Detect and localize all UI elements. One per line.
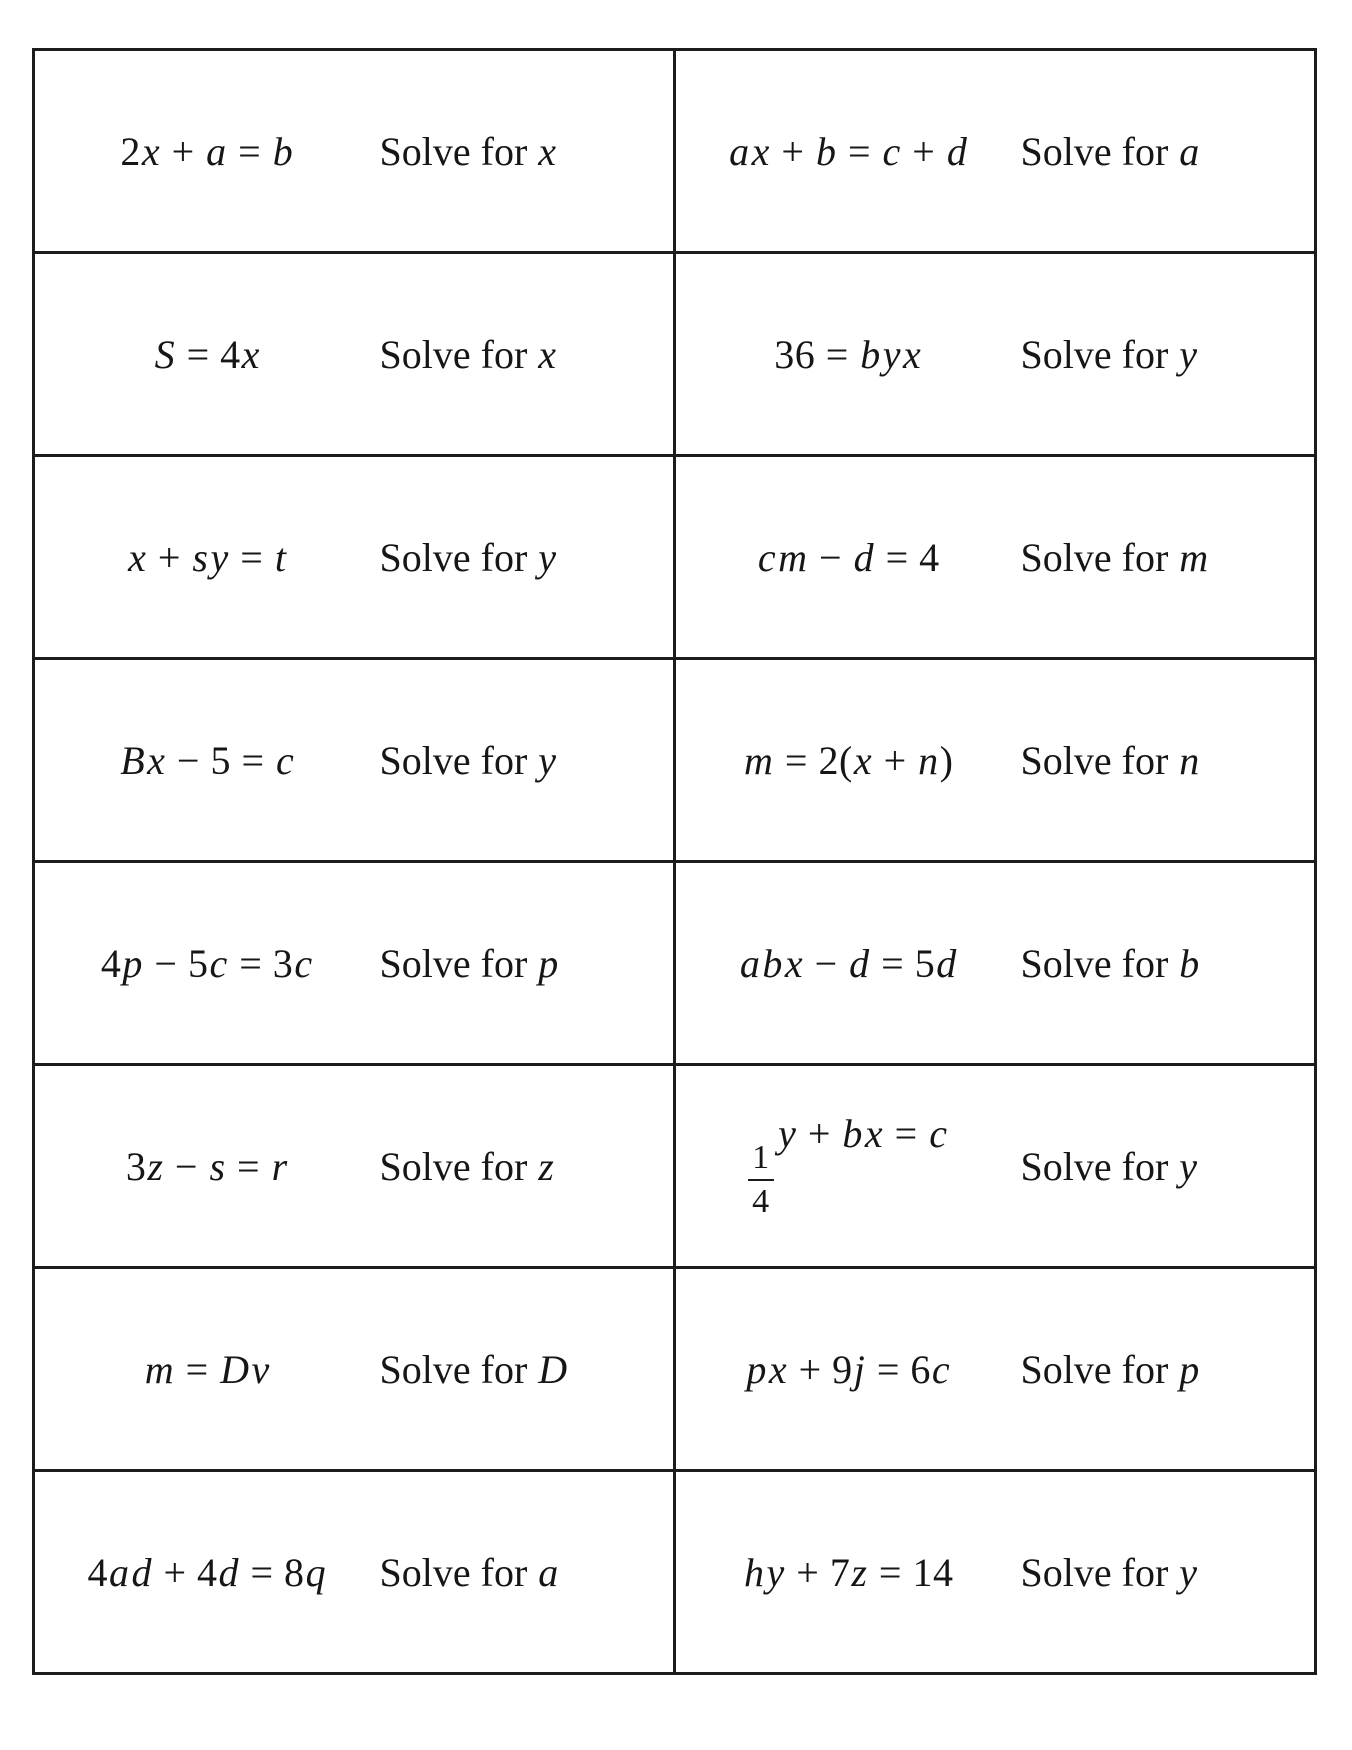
solve-instruction xyxy=(1021,534,1314,581)
solve-target-variable: y xyxy=(538,534,557,580)
equation-text: px + 9j = 6c xyxy=(746,1346,951,1392)
solve-target-variable: b xyxy=(1179,940,1200,986)
solve-target-variable: y xyxy=(1179,331,1198,377)
solve-target-variable: y xyxy=(1179,1549,1198,1595)
cell-content xyxy=(676,1066,1314,1266)
equation-cell xyxy=(675,862,1316,1065)
solve-instruction xyxy=(380,737,673,784)
equation-cell xyxy=(34,253,675,456)
equation-text: x + sy = t xyxy=(128,534,287,580)
solve-instruction xyxy=(380,1549,673,1596)
table-row xyxy=(34,253,1316,456)
solve-target-variable: m xyxy=(1179,534,1209,580)
solve-label: Solve for xyxy=(1020,1549,1169,1595)
cell-content xyxy=(35,1066,673,1266)
equation-text: Bx − 5 = c xyxy=(120,737,295,783)
cell-content xyxy=(676,863,1314,1063)
equation-text: m = Dv xyxy=(144,1346,270,1392)
cell-content xyxy=(676,254,1314,454)
solve-target-variable: a xyxy=(1179,128,1200,174)
solve-instruction xyxy=(1021,940,1314,987)
solve-instruction xyxy=(380,1143,673,1190)
equation-text: hy + 7z = 14 xyxy=(744,1549,954,1595)
solve-target-variable: x xyxy=(538,128,557,174)
equation-text: 4ad + 4d = 8q xyxy=(87,1549,327,1595)
solve-instruction xyxy=(1021,128,1314,175)
equation-cell xyxy=(675,50,1316,253)
solve-label: Solve for xyxy=(1020,737,1169,783)
solve-target-variable: x xyxy=(538,331,557,377)
equation-cell xyxy=(34,1268,675,1471)
equation-cell xyxy=(34,456,675,659)
fraction xyxy=(748,1138,774,1222)
table-row xyxy=(34,1268,1316,1471)
solve-label: Solve for xyxy=(379,331,528,377)
cell-content xyxy=(35,863,673,1063)
solve-label: Solve for xyxy=(1020,534,1169,580)
table-row xyxy=(34,1471,1316,1674)
cell-content xyxy=(676,660,1314,860)
cell-content xyxy=(676,1472,1314,1672)
cell-content xyxy=(35,457,673,657)
solve-label: Solve for xyxy=(379,534,528,580)
fraction-denominator: 4 xyxy=(752,1182,770,1220)
solve-label: Solve for xyxy=(1020,331,1169,377)
solve-instruction xyxy=(1021,737,1314,784)
equation-cell xyxy=(34,1065,675,1268)
solve-target-variable: a xyxy=(538,1549,559,1595)
fraction-numerator: 1 xyxy=(748,1138,774,1181)
solve-instruction xyxy=(380,1346,673,1393)
solve-label: Solve for xyxy=(1020,1346,1169,1392)
solve-label: Solve for xyxy=(1020,1143,1169,1189)
equation-cell xyxy=(675,1268,1316,1471)
equation-text: cm − d = 4 xyxy=(757,534,940,580)
equation-text: 4p − 5c = 3c xyxy=(100,940,313,986)
equation-cell xyxy=(675,1471,1316,1674)
solve-instruction xyxy=(1021,1549,1314,1596)
equation-cell xyxy=(675,456,1316,659)
table-row xyxy=(34,659,1316,862)
equation-text: 36 = byx xyxy=(774,331,922,377)
cell-content xyxy=(676,51,1314,251)
solve-instruction xyxy=(1021,331,1314,378)
solve-instruction xyxy=(1021,1346,1314,1393)
table-row xyxy=(34,50,1316,253)
cell-content xyxy=(35,51,673,251)
equation-cell xyxy=(34,659,675,862)
equation-cell xyxy=(34,1471,675,1674)
cell-content xyxy=(676,457,1314,657)
solve-target-variable: p xyxy=(1179,1346,1200,1392)
solve-instruction xyxy=(380,128,673,175)
solve-instruction xyxy=(1021,1143,1314,1190)
solve-label: Solve for xyxy=(379,1143,528,1189)
solve-label: Solve for xyxy=(379,1346,528,1392)
solve-target-variable: p xyxy=(538,940,559,986)
solve-target-variable: D xyxy=(538,1346,568,1392)
equations-table xyxy=(32,48,1317,1675)
equation-cell xyxy=(34,862,675,1065)
equation-text: m = 2(x + n) xyxy=(744,737,954,783)
solve-label: Solve for xyxy=(1020,940,1169,986)
equation-text: S = 4x xyxy=(154,331,260,377)
equation-text: $\frac{1}{4}$ y + bx = c xyxy=(676,1110,1021,1222)
table-row xyxy=(34,456,1316,659)
solve-target-variable: n xyxy=(1179,737,1200,783)
equation-cell xyxy=(675,1065,1316,1268)
equation-text: abx − d = 5d xyxy=(739,940,957,986)
equation-cell xyxy=(34,50,675,253)
table-row xyxy=(34,862,1316,1065)
solve-label: Solve for xyxy=(379,940,528,986)
solve-label: Solve for xyxy=(379,1549,528,1595)
cell-content xyxy=(35,660,673,860)
solve-target-variable: z xyxy=(538,1143,554,1189)
equation-text: 2x + a = b xyxy=(120,128,294,174)
solve-label: Solve for xyxy=(379,128,528,174)
solve-label: Solve for xyxy=(379,737,528,783)
solve-target-variable: y xyxy=(1179,1143,1198,1189)
equation-cell xyxy=(675,659,1316,862)
cell-content xyxy=(35,1472,673,1672)
equation-text: 3z − s = r xyxy=(125,1143,288,1189)
equation-cell xyxy=(675,253,1316,456)
solve-instruction xyxy=(380,331,673,378)
solve-instruction xyxy=(380,534,673,581)
cell-content xyxy=(35,1269,673,1469)
cell-content xyxy=(676,1269,1314,1469)
solve-target-variable: y xyxy=(538,737,557,783)
equations-table-body xyxy=(34,50,1316,1674)
solve-label: Solve for xyxy=(1020,128,1169,174)
equation-text: ax + b = c + d xyxy=(729,128,968,174)
table-row xyxy=(34,1065,1316,1268)
cell-content xyxy=(35,254,673,454)
solve-instruction xyxy=(380,940,673,987)
